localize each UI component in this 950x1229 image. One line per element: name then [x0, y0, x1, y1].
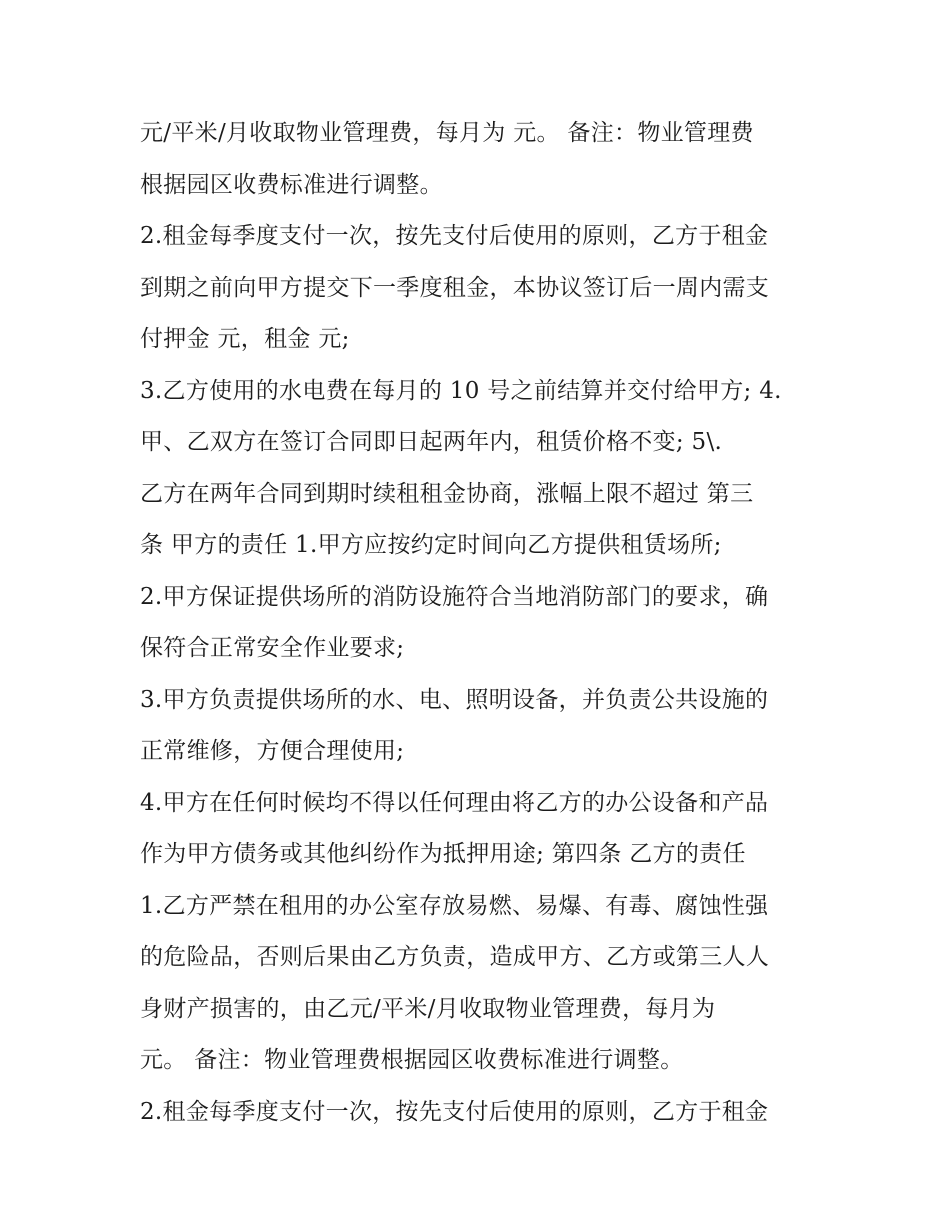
text-line: 作为甲方债务或其他纠纷作为抵押用途; 第四条 乙方的责任 — [140, 841, 746, 867]
text-line: 甲、乙双方在签订合同即日起两年内，租赁价格不变; 5\. — [140, 429, 723, 455]
text-line: 2.租金每季度支付一次，按先支付后使用的原则，乙方于租金 — [140, 1098, 769, 1125]
text-line: 3.甲方负责提供场所的水、电、照明设备，并负责公共设施的 — [140, 686, 769, 713]
text-line: 根据园区收费标准进行调整。 — [140, 171, 443, 198]
text-line: 2.甲方保证提供场所的消防设施符合当地消防部门的要求，确 — [140, 583, 769, 610]
text-line: 乙方在两年合同到期时续租租金协商，涨幅上限不超过 第三 — [140, 480, 754, 507]
text-line: 保符合正常安全作业要求; — [140, 635, 405, 661]
document-body — [140, 108, 820, 1138]
text-line: 的危险品，否则后果由乙方负责，造成甲方、乙方或第三人人 — [140, 944, 770, 970]
text-line: 身财产损害的，由乙元/平米/月收取物业管理费，每月为 — [140, 995, 716, 1022]
text-line: 付押金 元，租金 元; — [140, 326, 350, 352]
text-line: 正常维修，方便合理使用; — [140, 738, 405, 764]
text-line: 到期之前向甲方提交下一季度租金，本协议签订后一周内需支 — [140, 274, 770, 301]
text-line: 4.甲方在任何时候均不得以任何理由将乙方的办公设备和产品 — [140, 789, 769, 816]
text-line: 3.乙方使用的水电费在每月的 10 号之前结算并交付给甲方; 4. — [140, 377, 782, 404]
text-line: 条 甲方的责任 1.甲方应按约定时间向乙方提供租赁场所; — [140, 532, 722, 558]
text-line: 1.乙方严禁在租用的办公室存放易燃、易爆、有毒、腐蚀性强 — [140, 892, 769, 919]
text-line: 元。 备注：物业管理费根据园区收费标准进行调整。 — [140, 1047, 684, 1073]
text-line: 2.租金每季度支付一次，按先支付后使用的原则，乙方于租金 — [140, 223, 769, 249]
text-line: 元/平米/月收取物业管理费，每月为 元。 备注：物业管理费 — [140, 120, 754, 146]
